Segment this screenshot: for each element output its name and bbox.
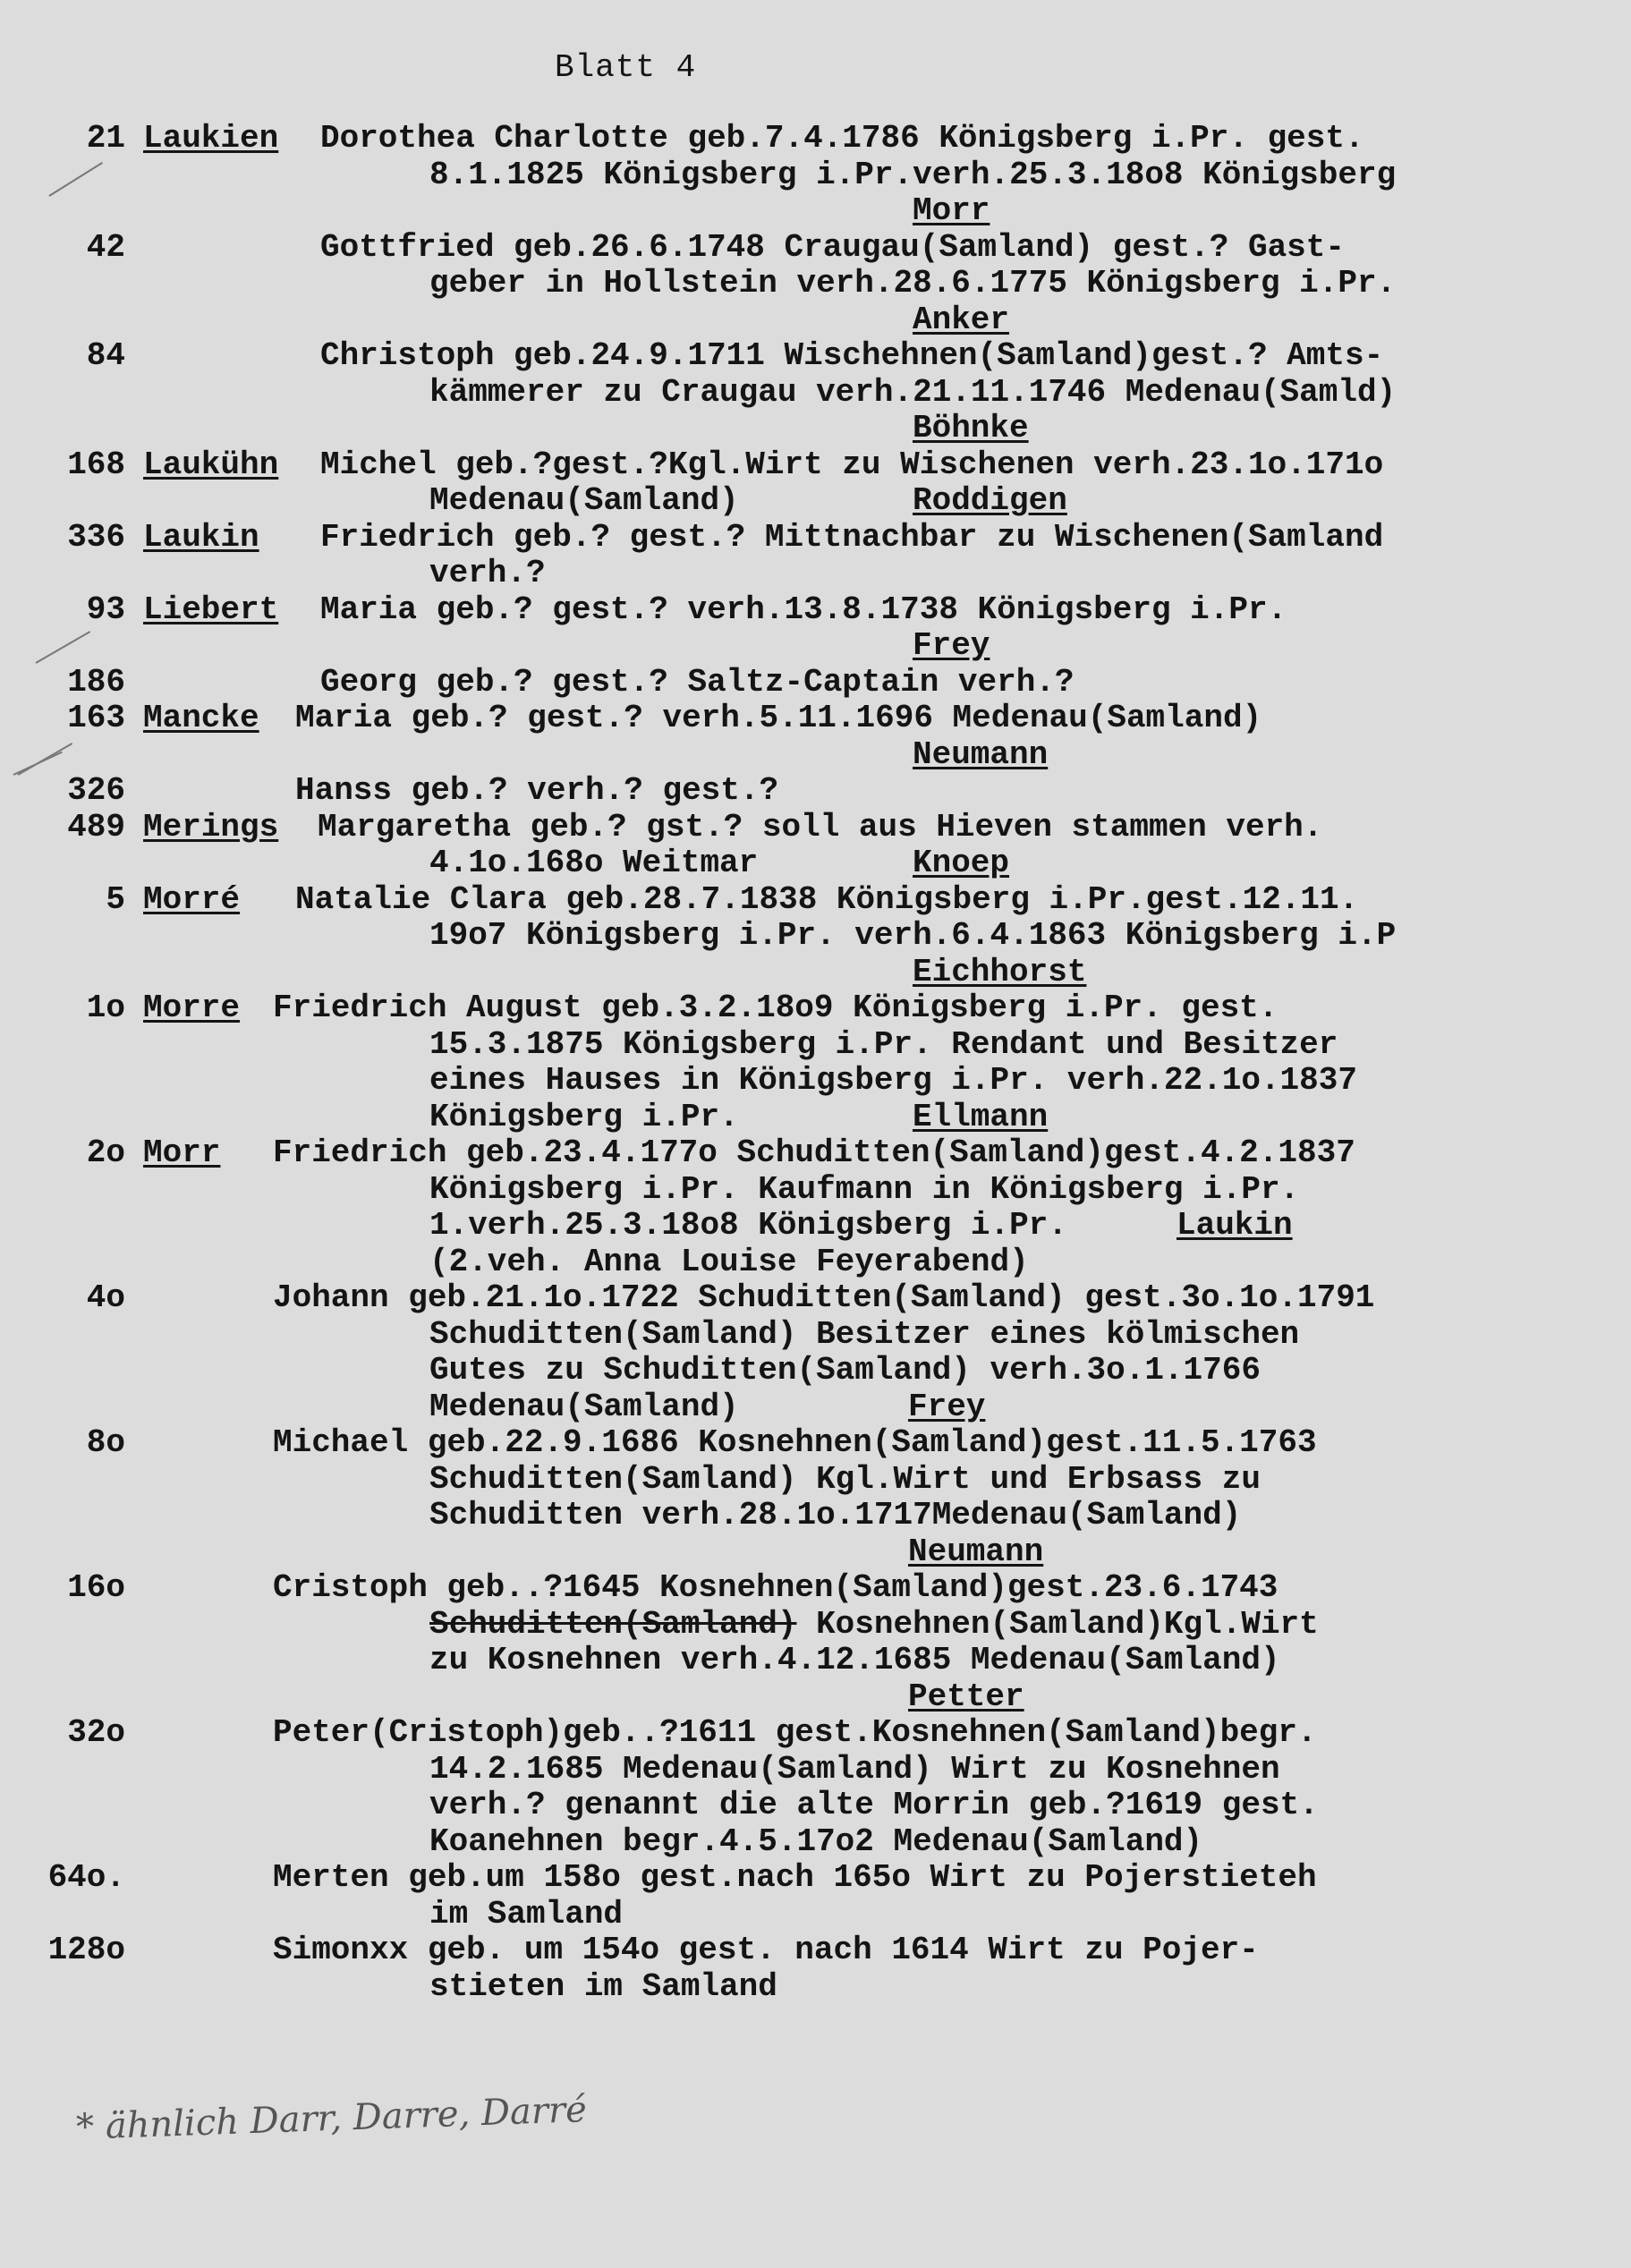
entry-line: [0, 588, 1631, 628]
entry-line: [0, 225, 1631, 266]
entry-text: 14.2.1685 Medenau(Samland) Wirt zu Kosnehnen: [429, 1750, 1280, 1788]
entry-text: Medenau(Samland): [429, 1388, 739, 1425]
page-title: Blatt 4: [555, 49, 697, 86]
surname: Merings: [143, 808, 279, 845]
entry-text: 4.1o.168o Weitmar: [429, 845, 759, 881]
surname: Laukien: [143, 120, 279, 157]
spouse-surname: Petter: [908, 1678, 1024, 1715]
entry-text: 1.verh.25.3.18o8 Königsberg i.Pr.: [429, 1207, 1067, 1244]
entry-line: [0, 1276, 1631, 1316]
entry-line: [0, 1493, 1631, 1533]
entry-line: [0, 1711, 1631, 1751]
entry-line: [0, 1131, 1631, 1171]
spouse-surname: Neumann: [913, 735, 1049, 773]
entry-line: [0, 1023, 1631, 1063]
ancestor-number: 64o.: [47, 1859, 125, 1896]
entry-line: [0, 733, 1631, 773]
entry-line: [0, 624, 1631, 664]
entry-line: [0, 1312, 1631, 1353]
entry-line: [0, 334, 1631, 374]
surname: Mancke: [143, 700, 259, 736]
entry-text: Friedrich geb.23.4.177o Schuditten(Samland)gest.4.2.1837: [273, 1134, 1355, 1171]
surname: Liebert: [143, 590, 279, 628]
entry-line: [0, 913, 1631, 954]
spouse-surname: Roddigen: [913, 482, 1067, 519]
struck-text: Schuditten(Samland): [429, 1605, 797, 1643]
entry-text: Friedrich August geb.3.2.18o9 Königsberg i.Pr. gest.: [273, 990, 1278, 1026]
entry-line: [0, 1168, 1631, 1208]
entry-text: eines Hauses in Königsberg i.Pr. verh.22.1o.1837: [429, 1062, 1357, 1099]
entry-line: [0, 1095, 1631, 1135]
ancestor-number: 2o: [86, 1134, 125, 1171]
entry-line: [0, 1348, 1631, 1389]
entry-line: [0, 406, 1631, 446]
ancestor-number: 32o: [67, 1714, 125, 1751]
entry-line: [0, 1965, 1631, 2005]
entry-text: Schuditten(Samland) Kosnehnen(Samland)Kgl.Wirt: [429, 1605, 1319, 1643]
spouse-surname: Neumann: [908, 1533, 1044, 1570]
surname: Laukühn: [143, 446, 279, 483]
entry-text: 15.3.1875 Königsberg i.Pr. Rendant und Besitzer: [429, 1025, 1338, 1063]
entry-line: [0, 1203, 1631, 1244]
entry-line: [0, 1385, 1631, 1425]
handwritten-note: * ähnlich Darr, Darre, Darré: [75, 2089, 588, 2148]
entry-line: [0, 1856, 1631, 1896]
entry-text: 19o7 Königsberg i.Pr. verh.6.4.1863 Königsberg i.P: [429, 917, 1397, 954]
entry-text: Cristoph geb..?1645 Kosnehnen(Samland)gest.23.6.1743: [273, 1569, 1278, 1606]
ancestor-number: 1o: [86, 990, 125, 1026]
entry-line: [0, 1675, 1631, 1715]
entry-text: Hanss geb.? verh.? gest.?: [295, 772, 779, 809]
ancestor-number: 186: [67, 663, 125, 701]
entry-line: [0, 805, 1631, 845]
entry-text: Simonxx geb. um 154o gest. nach 1614 Wirt zu Pojer-: [273, 1932, 1259, 1968]
ancestor-number: 326: [67, 772, 125, 809]
entry-line: [0, 1820, 1631, 1860]
spouse-surname: Eichhorst: [913, 953, 1087, 990]
spouse-surname: Frey: [908, 1388, 986, 1425]
entry-text: Maria geb.? gest.? verh.5.11.1696 Medenau(Samland): [295, 700, 1262, 736]
entry-line: [0, 479, 1631, 519]
entry-text: zu Kosnehnen verh.4.12.1685 Medenau(Samland): [429, 1642, 1280, 1678]
entry-line: [0, 769, 1631, 809]
entry-text: (2.veh. Anna Louise Feyerabend): [429, 1243, 1029, 1280]
entry-line: [0, 986, 1631, 1026]
entry-text: Michel geb.?gest.?Kgl.Wirt zu Wischenen verh.23.1o.171o: [320, 446, 1384, 483]
entry-text: Natalie Clara geb.28.7.1838 Königsberg i.Pr.gest.12.11.: [295, 880, 1359, 918]
entry-text: Friedrich geb.? gest.? Mittnachbar zu Wischenen(Samland: [320, 518, 1384, 556]
surname: Morr: [143, 1134, 221, 1171]
ancestor-number: 489: [67, 808, 125, 845]
entry-text: Gutes zu Schuditten(Samland) verh.3o.1.1766: [429, 1352, 1261, 1389]
entry-line: [0, 370, 1631, 411]
entry-line: [0, 189, 1631, 229]
entry-line: [0, 1892, 1631, 1932]
entry-text: geber in Hollstein verh.28.6.1775 Königsberg i.Pr.: [429, 265, 1397, 302]
ancestor-number: 42: [86, 228, 125, 266]
ancestor-number: 168: [67, 446, 125, 483]
entry-text: Christoph geb.24.9.1711 Wischehnen(Samland)gest.? Amts-: [320, 337, 1384, 374]
entry-line: [0, 1058, 1631, 1099]
entry-text: Schuditten(Samland) Kgl.Wirt und Erbsass zu: [429, 1460, 1261, 1498]
spouse-surname: Laukin: [1177, 1207, 1293, 1244]
surname: Morré: [143, 880, 241, 918]
ancestor-number: 16o: [67, 1569, 125, 1606]
entry-line: [0, 1602, 1631, 1643]
surname: Laukin: [143, 518, 259, 556]
entry-text: stieten im Samland: [429, 1967, 777, 2005]
entry-text: Maria geb.? gest.? verh.13.8.1738 Königsberg i.Pr.: [320, 590, 1287, 628]
entry-line: [0, 696, 1631, 736]
entry-text: verh.? genannt die alte Morrin geb.?1619 gest.: [429, 1787, 1319, 1823]
entry-text: Johann geb.21.1o.1722 Schuditten(Samland) gest.3o.1o.1791: [273, 1279, 1375, 1316]
entry-line: [0, 1457, 1631, 1498]
entry-text: Merten geb.um 158o gest.nach 165o Wirt zu Pojerstieteh: [273, 1859, 1317, 1896]
spouse-surname: Ellmann: [913, 1098, 1049, 1135]
entry-text: verh.?: [429, 555, 546, 591]
entry-text: Königsberg i.Pr.: [429, 1098, 739, 1135]
entry-text: Margaretha geb.? gst.? soll aus Hieven stammen verh.: [318, 808, 1323, 845]
spouse-surname: Böhnke: [913, 410, 1029, 446]
entry-text: kämmerer zu Craugau verh.21.11.1746 Medenau(Samld): [429, 373, 1397, 411]
entry-line: [0, 116, 1631, 157]
entry-line: [0, 298, 1631, 338]
entries-list: [0, 116, 1631, 2005]
entry-line: [0, 878, 1631, 918]
ancestor-number: 84: [86, 337, 125, 374]
entry-line: [0, 841, 1631, 881]
surname: Morre: [143, 990, 241, 1026]
entry-line: [0, 1783, 1631, 1823]
entry-text: Medenau(Samland): [429, 482, 739, 519]
entry-text: 8.1.1825 Königsberg i.Pr.verh.25.3.18o8 Königsberg: [429, 156, 1397, 193]
entry-text: Dorothea Charlotte geb.7.4.1786 Königsberg i.Pr. gest.: [320, 120, 1364, 157]
entry-line: [0, 261, 1631, 302]
entry-text: Gottfried geb.26.6.1748 Craugau(Samland) gest.? Gast-: [320, 228, 1345, 266]
entry-text: Schuditten verh.28.1o.1717Medenau(Samland): [429, 1497, 1242, 1533]
entry-line: [0, 660, 1631, 701]
ancestor-number: 5: [106, 880, 125, 918]
ancestor-number: 336: [67, 518, 125, 556]
entry-text: Königsberg i.Pr. Kaufmann in Königsberg i.Pr.: [429, 1170, 1300, 1208]
ancestor-number: 128o: [47, 1932, 125, 1968]
entry-line: [0, 1421, 1631, 1461]
spouse-surname: Knoep: [913, 845, 1010, 881]
entry-line: [0, 551, 1631, 591]
entry-text: im Samland: [429, 1895, 624, 1932]
ancestor-number: 163: [67, 700, 125, 736]
entry-line: [0, 1530, 1631, 1570]
entry-line: [0, 1638, 1631, 1678]
entry-line: [0, 1240, 1631, 1280]
entry-text: Georg geb.? gest.? Saltz-Captain verh.?: [320, 663, 1075, 701]
entry-line: [0, 950, 1631, 990]
ancestor-number: 8o: [86, 1424, 125, 1461]
entry-line: [0, 153, 1631, 193]
ancestor-number: 4o: [86, 1279, 125, 1316]
entry-line: [0, 443, 1631, 483]
entry-text: Koanehnen begr.4.5.17o2 Medenau(Samland): [429, 1822, 1203, 1860]
ancestor-number: 93: [86, 590, 125, 628]
spouse-surname: Anker: [913, 301, 1010, 338]
ancestor-number: 21: [86, 120, 125, 157]
entry-line: [0, 1747, 1631, 1788]
entry-line: [0, 515, 1631, 556]
entry-line: [0, 1566, 1631, 1606]
entry-line: [0, 1928, 1631, 1968]
spouse-surname: Frey: [913, 627, 990, 664]
entry-text: Michael geb.22.9.1686 Kosnehnen(Samland)gest.11.5.1763: [273, 1424, 1317, 1461]
entry-text: Peter(Cristoph)geb..?1611 gest.Kosnehnen(Samland)begr.: [273, 1714, 1317, 1751]
spouse-surname: Morr: [913, 192, 990, 229]
entry-text: Schuditten(Samland) Besitzer eines kölmischen: [429, 1315, 1300, 1353]
